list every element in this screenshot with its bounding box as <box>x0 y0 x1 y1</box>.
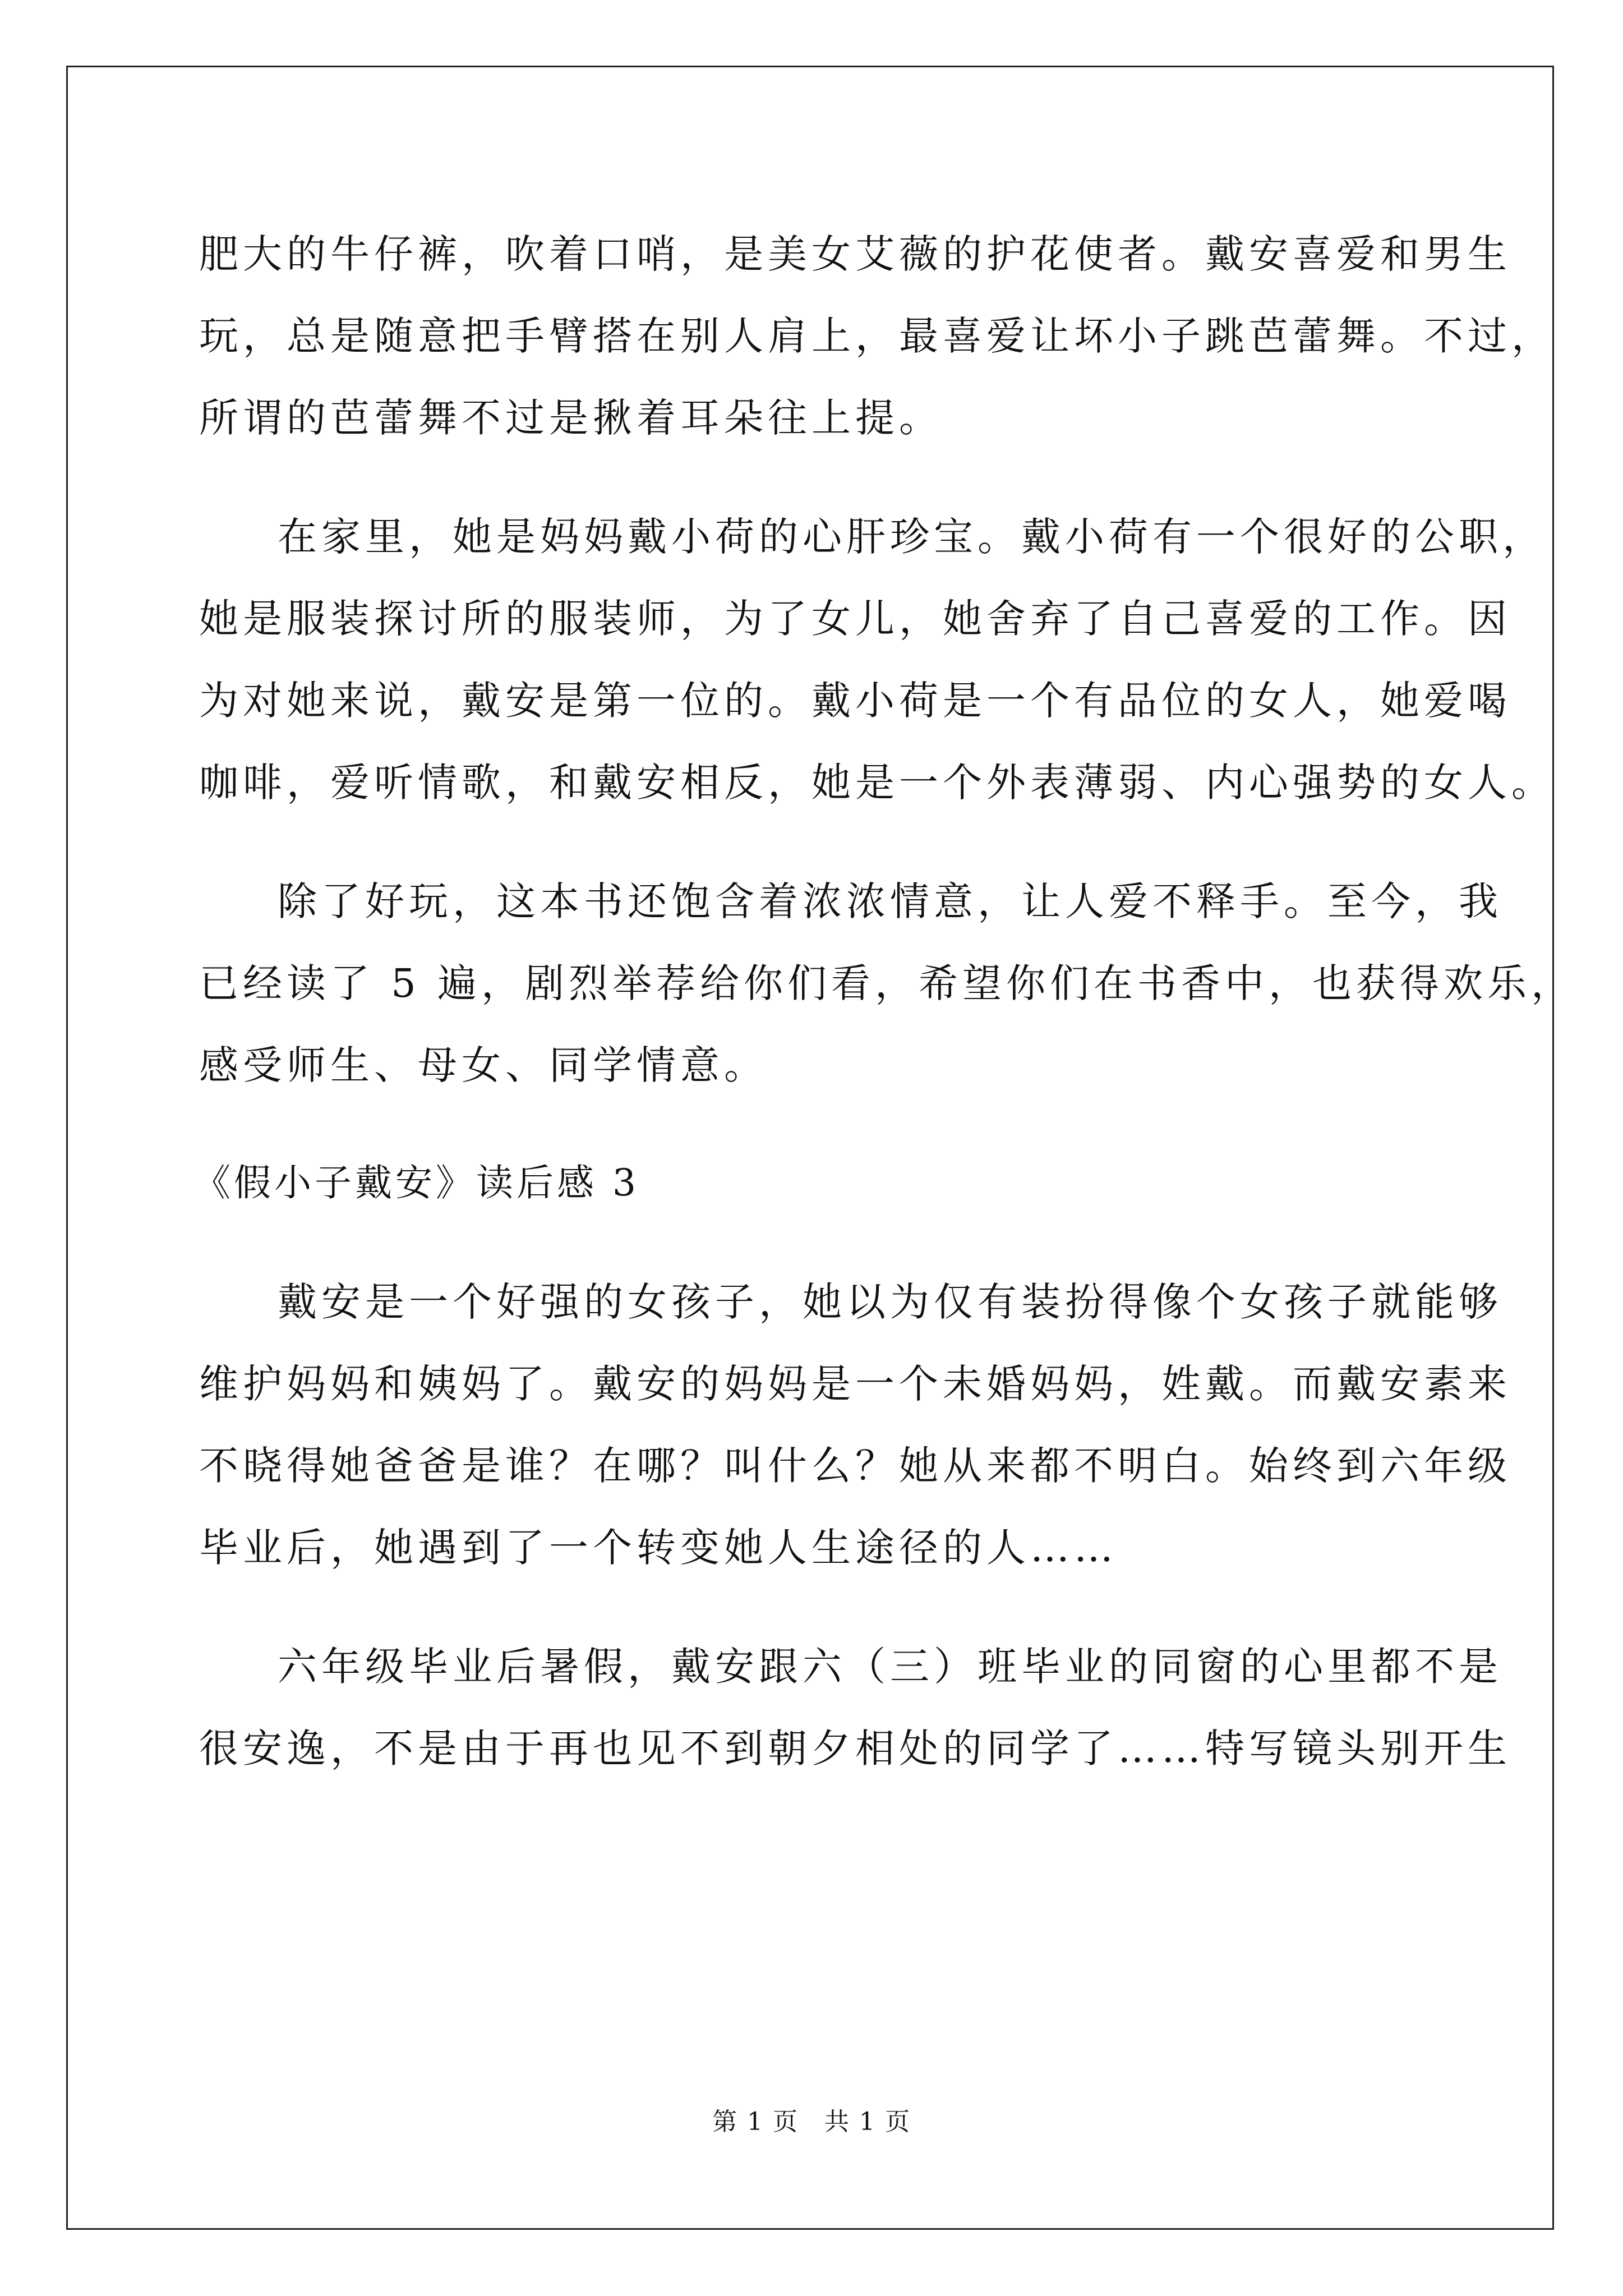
text-line: 她是服装探讨所的服装师，为了女儿，她舍弃了自己喜爱的工作。因 <box>199 596 1511 642</box>
page-footer: 第 1 页 共 1 页 <box>712 2108 911 2136</box>
paragraph-2 <box>199 496 1555 823</box>
document-body <box>193 213 1575 1789</box>
text-line: 六年级毕业后暑假，戴安跟六（三）班毕业的同窗的心里都不是 <box>278 1644 1502 1690</box>
text-line: 感受师生、母女、同学情意。 <box>199 1042 768 1088</box>
text-line: 肥大的牛仔裤，吹着口哨，是美女艾薇的护花使者。戴安喜爱和男生 <box>199 231 1511 277</box>
text-line: 已经读了 5 遍，剧烈举荐给你们看，希望你们在书香中，也获得欢乐， <box>199 960 1575 1006</box>
paragraph-3 <box>199 861 1575 1106</box>
paragraph-4 <box>199 1261 1511 1589</box>
text-line: 在家里，她是妈妈戴小荷的心肝珍宝。戴小荷有一个很好的公职， <box>278 514 1546 560</box>
text-line: 很安逸，不是由于再也见不到朝夕相处的同学了……特写镜头别开生 <box>199 1726 1511 1772</box>
paragraph-5 <box>199 1626 1511 1789</box>
text-line: 咖啡，爱听情歌，和戴安相反，她是一个外表薄弱、内心强势的女人。 <box>199 760 1555 806</box>
text-line: 维护妈妈和姨妈了。戴安的妈妈是一个未婚妈妈，姓戴。而戴安素来 <box>199 1361 1511 1407</box>
section-heading: 《假小子戴安》读后感 3 <box>193 1161 639 1204</box>
text-line: 戴安是一个好强的女孩子，她以为仅有装扮得像个女孩子就能够 <box>278 1279 1502 1325</box>
text-line: 玩，总是随意把手臂搭在别人肩上，最喜爱让坏小子跳芭蕾舞。不过， <box>199 313 1555 359</box>
text-line: 除了好玩，这本书还饱含着浓浓情意，让人爱不释手。至今，我 <box>278 878 1502 924</box>
text-line: 不晓得她爸爸是谁？在哪？叫什么？她从来都不明白。始终到六年级 <box>199 1443 1511 1489</box>
text-line: 为对她来说，戴安是第一位的。戴小荷是一个有品位的女人，她爱喝 <box>199 678 1511 724</box>
text-line: 所谓的芭蕾舞不过是揪着耳朵往上提。 <box>199 395 943 441</box>
text-line: 毕业后，她遇到了一个转变她人生途径的人…… <box>199 1525 1118 1571</box>
paragraph-1 <box>199 213 1555 459</box>
